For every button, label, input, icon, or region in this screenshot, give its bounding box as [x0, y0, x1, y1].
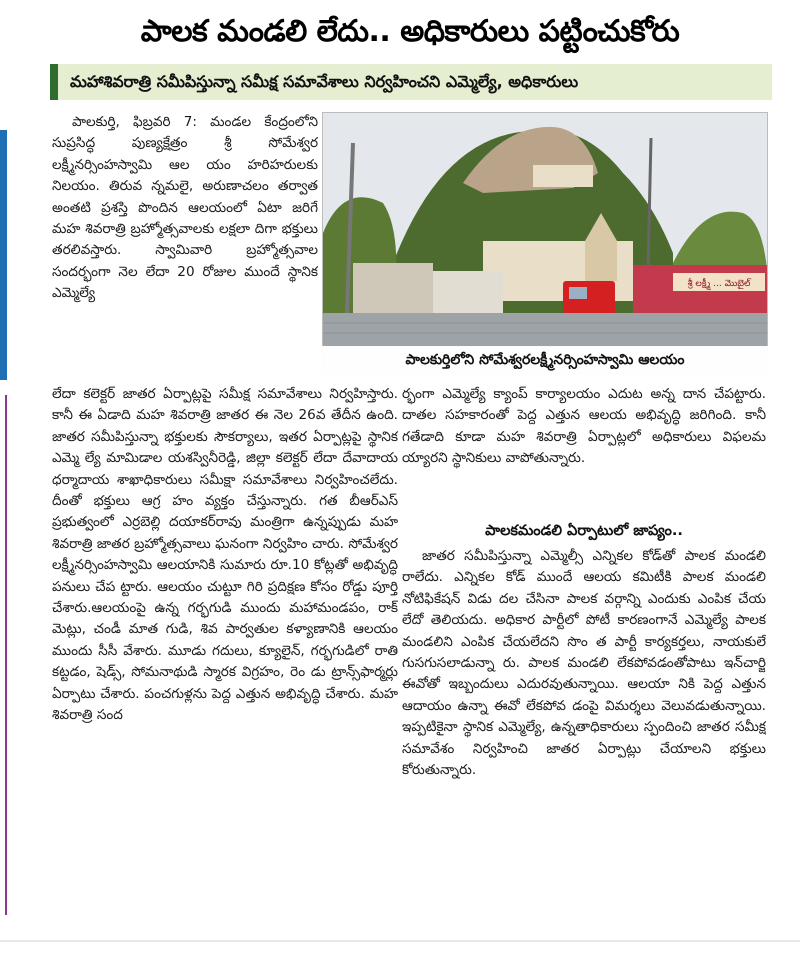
article-subheadline: మహాశివరాత్రి సమీపిస్తున్నా సమీక్ష సమావేశాలు నిర్వహించని ఎమ్మెల్యే, అధికారులు [50, 64, 772, 100]
photo-steps [323, 313, 768, 347]
page-bottom-divider [0, 940, 800, 942]
photo-left-building [353, 263, 433, 313]
photo-entrance-building [433, 271, 503, 315]
article-column-left-bottom [52, 384, 398, 914]
photo-shop-sign-text: శ్రీ లక్ష్మీ ... మొబైల్ [687, 279, 751, 289]
temple-photo [322, 112, 768, 374]
page-edge-strip [0, 130, 7, 380]
article-paragraph-section: జాతర సమీపిస్తున్నా ఎమ్మెల్సీ ఎన్నికల కోడ్‌తో పాలక మండలి రాలేదు. ఎన్నికల కోడ్ ముందే ఆలయ కమిటీకి పాలక మండలి నోటిఫికేషన్ విడు దల చేసినా పాలక వర్గాన్ని ఎందుకు ఎంపిక చేయ లేదో తెలియదు. అధికార పార్టీలో పోటీ కారణంగానే ఎమ్మెల్యే పాలక మండలిని ఎంపిక చేయలేదని సొం త పార్టీ కార్యకర్తలు, నాయకులే గుసగుసలాడున్నా రు. పాలక మండలి లేకపోవడంతోపాటు ఇన్‌చార్జి ఈవోతో ఇబ్బందులు ఎదురవుతున్నాయి. ఆలయా నికి పెద్ద ఎత్తున ఆదాయం ఉన్నా ఈవో లేకపోవ డంపై విమర్శలు వెలువడుతున్నాయి. ఇప్పటికైనా స్థానిక ఎమ్మెల్యే, ఉన్నతాధికారులు స్పందించి జాతర సమీక్ష సమావేశం నిర్వహించి జాతర ఏర్పాట్లు చేయాలని భక్తులు కోరుతున్నారు. [402, 548, 766, 779]
article-paragraph-body: లేదా కలెక్టర్ జాతర ఏర్పాట్లపై సమీక్ష సమావేశాలు నిర్వహిస్తారు. కానీ ఈ ఏడాది మహ శివరాత్రి జాతర ఈ నెల 26వ తేదీన ఉంది. జాతర సమీపిస్తున్నా భక్తులకు సౌకర్యాలు, ఇతర ఏర్పాట్లపై స్థానిక ఎమ్మె ల్యే మామిడాల యశస్వినీరెడ్డి, జిల్లా కలెక్టర్ లేదా దేవాదాయ ధర్మాదాయ శాఖాధికారులు సమీక్షా సమావేశాలు నిర్వహించలేదు. దీంతో భక్తులు ఆగ్ర హం వ్యక్తం చేస్తున్నారు. గత బీఆర్ఎస్ ప్రభుత్వంలో ఎర్రబెల్లి దయాకర్‌రావు మంత్రిగా ఉన్నప్పుడు మహ శివరాత్రి జాతర బ్రహ్మోత్సవాలు ఘనంగా నిర్వహిం చారు. సోమేశ్వర లక్ష్మీనర్సింహస్వామి ఆలయానికి సుమారు రూ.10 కోట్లతో అభివృద్ధి పనులు చేప ట్టారు. ఆలయం చుట్టూ గిరి ప్రదిక్షణ కోసం రోడ్డు పూర్తి చేశారు.ఆలయంపై ఉన్న గర్భగుడి ముందు మహామండపం, రాక్ మెట్లు, చండీ మాత గుడి, శివ పార్వతుల కళ్యాణానికి ఆలయం ముందు సీసీ వేశారు. మూడు గదులు, క్యూలైన్, గర్భగుడిలో రాతి కట్టడం, షెడ్స్, సోమనాథుడి స్మారక విగ్రహం, రెం డు ట్రాన్స్‌ఫార్మర్లు ఏర్పాటు చేశారు. పంచగుళ్లను పెద్ద ఎత్తున అభివృద్ధి చేశారు. మహ శివరాత్రి సంద [52, 386, 398, 724]
article-paragraph-intro: పాలకుర్తి, ఫిబ్రవరి 7: మండల కేంద్రంలోని సుప్రసిద్ధ పుణ్యక్షేత్రం శ్రీ సోమేశ్వర లక్ష్మీనర్సింహస్వామి ఆల యం హరిహరులకు నిలయం. తిరువ న్నమలై, అరుణాచలం తర్వాత అంతటి ప్రశస్తి పొందిన ఆలయంలో ఏటా జరిగే మహ శివరాత్రి బ్రహ్మోత్సవాలకు లక్షలా దిగా భక్తులు తరలివస్తారు. స్వామివారి బ్రహ్మోత్సవాల సందర్భంగా నెల లేదా 20 రోజుల ముందే స్థానిక ఎమ్మెల్యే [52, 114, 318, 302]
photo-hill-temple [533, 165, 593, 187]
article-paragraph-continuation: ర్భంగా ఎమ్మెల్యే క్యాంప్ కార్యాలయం ఎదుట అన్న దాన చేపట్టారు. దాతల సహకారంతో పెద్ద ఎత్తున ఆలయ అభివృద్ధి జరిగింది. కానీ గతేడాది కూడా మహ శివరాత్రి ఏర్పాట్లలో అధికారులు విఫలమ య్యారని స్థానికులు వాపోతున్నారు. [402, 386, 766, 467]
photo-truck-window [569, 287, 587, 299]
page-edge-border [0, 395, 7, 915]
article-column-right-bottom [402, 546, 766, 916]
article-headline: పాలక మండలి లేదు.. అధికారులు పట్టించుకోరు [140, 14, 680, 49]
photo-gopuram-base [585, 241, 617, 281]
section-heading: పాలకమండలి ఏర్పాటులో జాప్యం.. [485, 523, 683, 539]
photo-caption: పాలకుర్తిలోని సోమేశ్వరలక్ష్మీనర్సింహస్వామి ఆలయం [322, 346, 768, 374]
temple-photo-illustration [323, 113, 768, 374]
article-column-right-top [402, 384, 766, 510]
